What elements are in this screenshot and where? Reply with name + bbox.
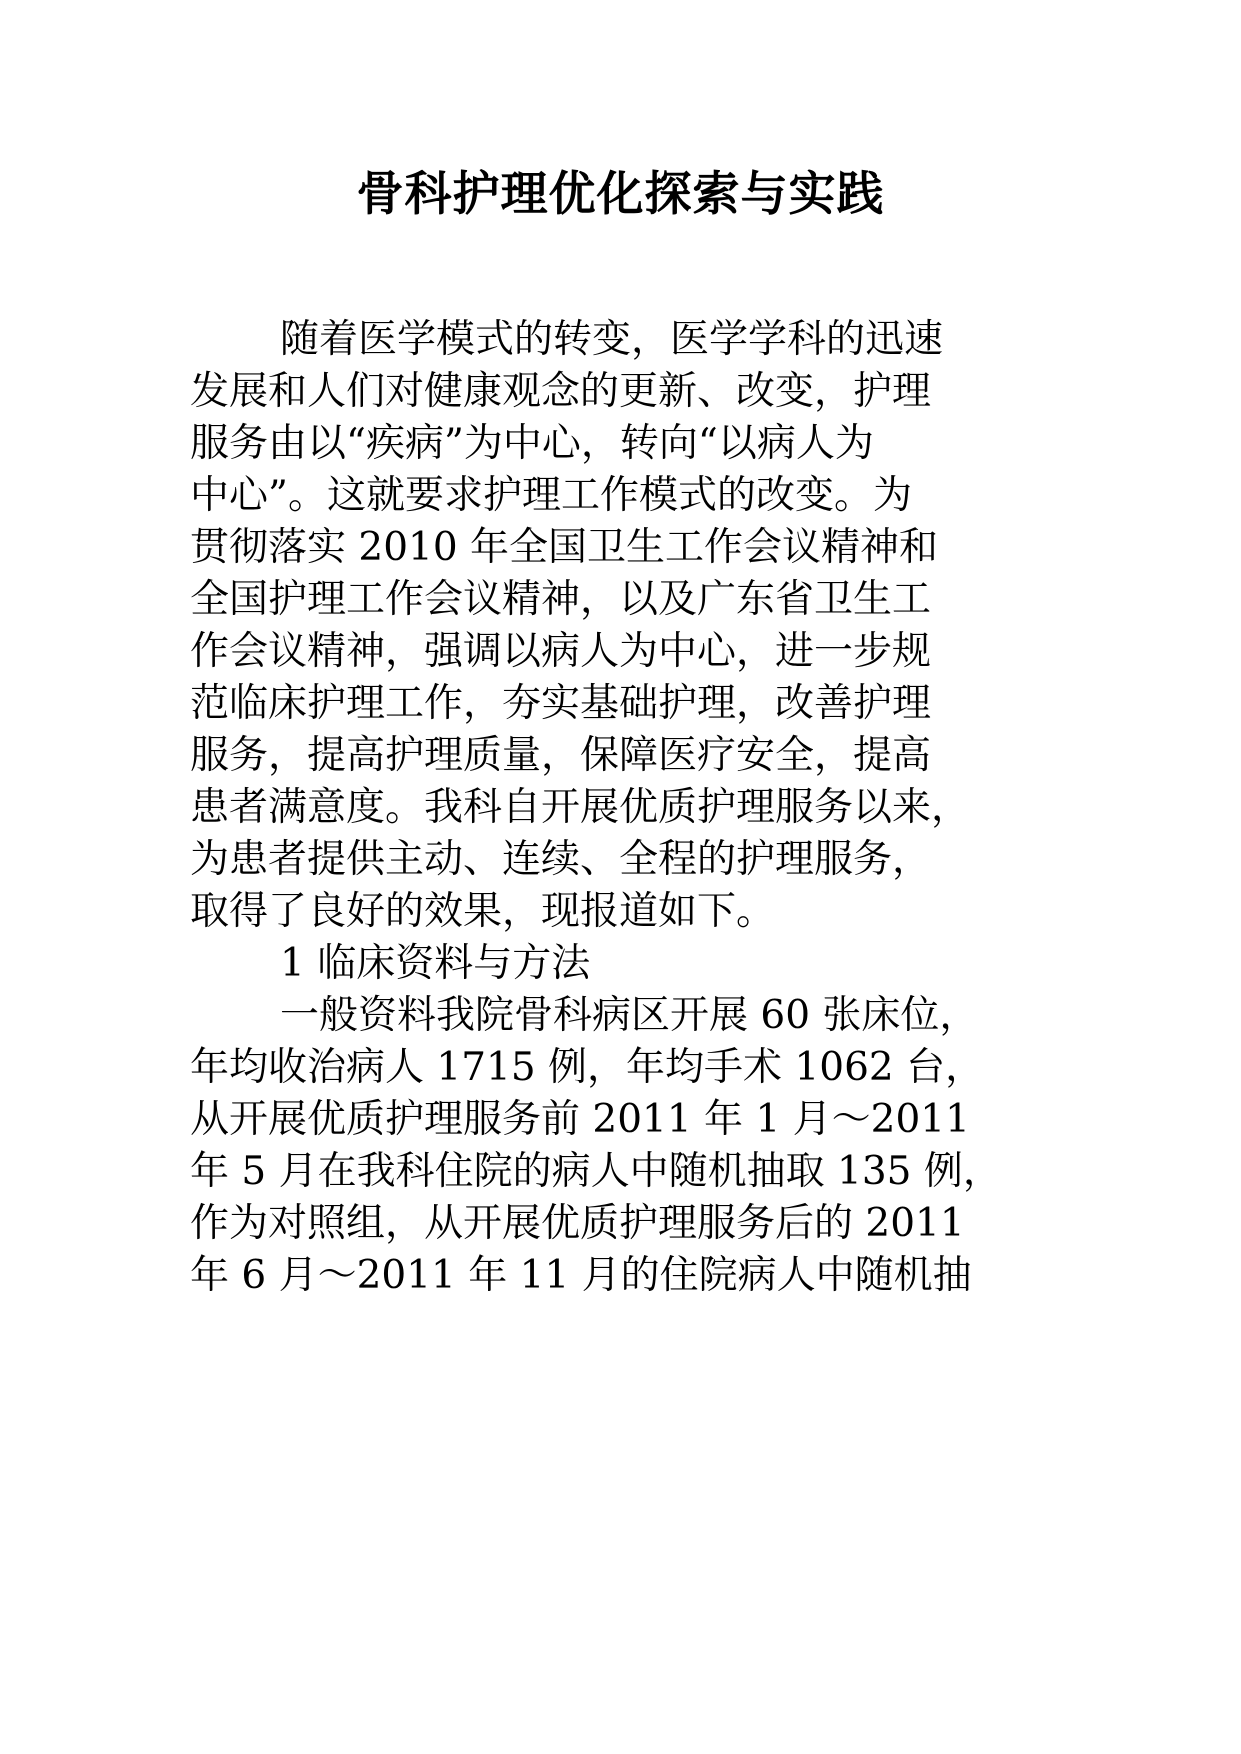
paragraph-line: 贯彻落实 2010 年全国卫生工作会议精神和 (190, 525, 939, 570)
paragraph-line: 作为对照组，从开展优质护理服务后的 2011 (190, 1201, 965, 1246)
paragraph-line: 随着医学模式的转变，医学学科的迅速 (280, 317, 944, 362)
paragraph-line: 服务由以“疾病”为中心，转向“以病人为 (190, 421, 874, 466)
paragraph-line: 全国护理工作会议精神，以及广东省卫生工 (190, 577, 932, 622)
paragraph-line: 年 5 月在我科住院的病人中随机抽取 135 例， (190, 1149, 1002, 1194)
paragraph-line: 患者满意度。我科自开展优质护理服务以来， (190, 785, 971, 830)
paragraph-line: 年均收治病人 1715 例，年均手术 1062 台， (190, 1045, 985, 1090)
paragraph-line: 从开展优质护理服务前 2011 年 1 月～2011 (190, 1097, 970, 1142)
document-title: 骨科护理优化探索与实践 (356, 167, 885, 222)
paragraph-line: 取得了良好的效果，现报道如下。 (190, 889, 776, 934)
paragraph-line: 中心”。这就要求护理工作模式的改变。为 (190, 473, 912, 518)
paragraph-line: 为患者提供主动、连续、全程的护理服务， (190, 837, 932, 882)
paragraph-line: 作会议精神，强调以病人为中心，进一步规 (190, 629, 932, 674)
section-heading: 1 临床资料与方法 (280, 941, 591, 986)
paragraph-line: 年 6 月～2011 年 11 月的住院病人中随机抽 (190, 1253, 972, 1298)
paragraph-line: 服务，提高护理质量，保障医疗安全，提高 (190, 733, 932, 778)
paragraph-line: 范临床护理工作，夯实基础护理，改善护理 (190, 681, 932, 726)
paragraph-line: 一般资料我院骨科病区开展 60 张床位， (280, 993, 979, 1038)
paragraph-line: 发展和人们对健康观念的更新、改变，护理 (190, 369, 932, 414)
